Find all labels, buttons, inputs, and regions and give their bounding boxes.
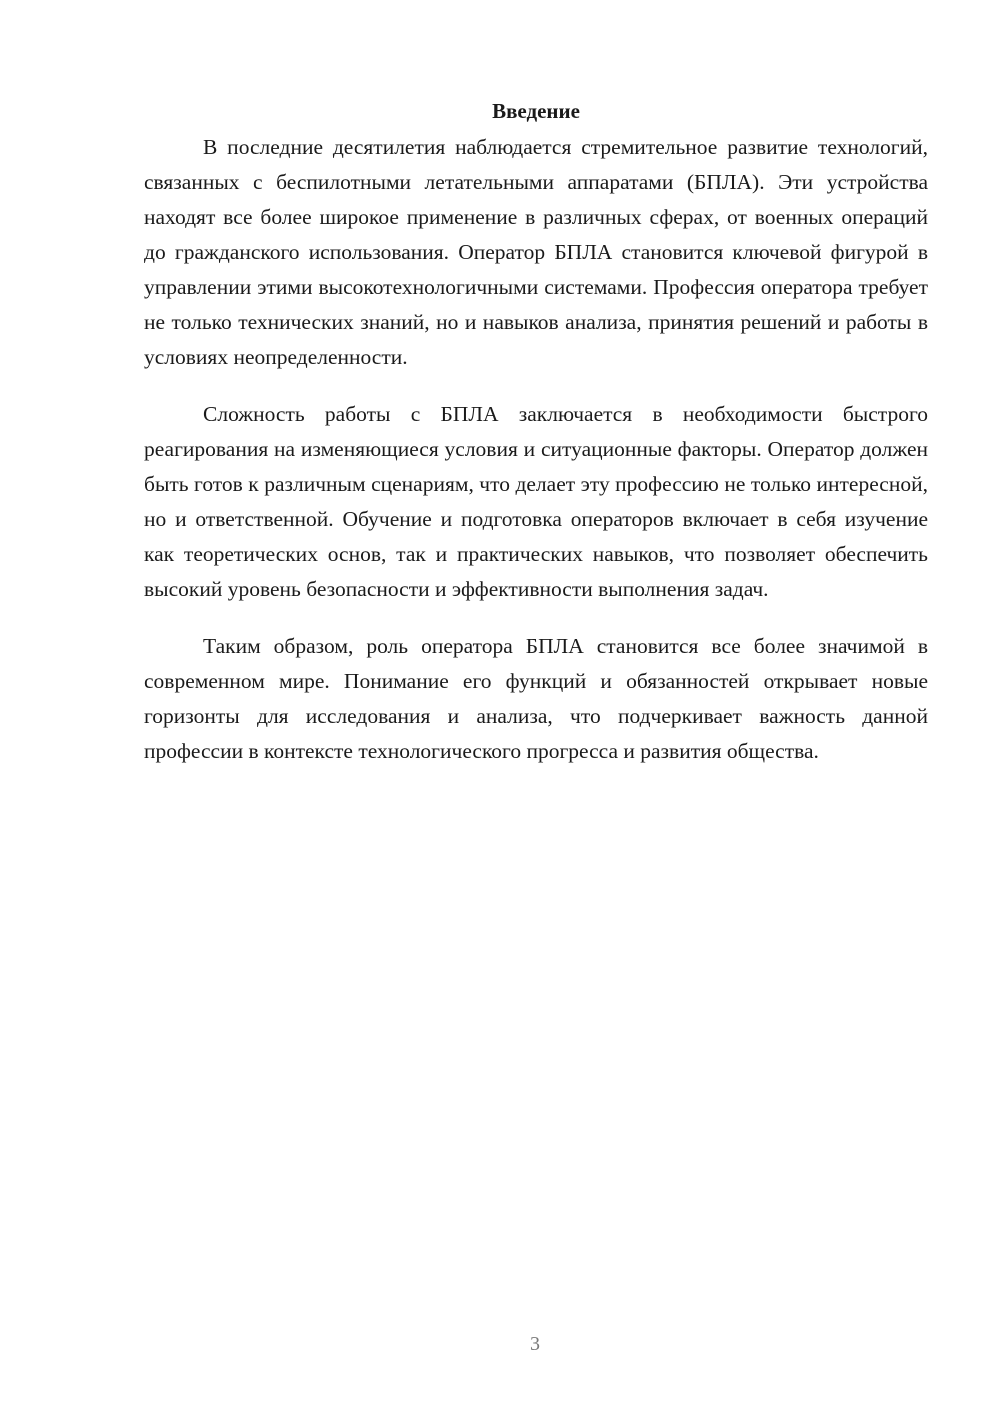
section-title: Введение — [492, 99, 580, 123]
paragraph-1: В последние десятилетия наблюдается стремительное развитие технологий, связанных с беспилотными летательными аппаратами (БПЛА). Эти устройства находят все более широкое применение в различных сферах, от военных операций до гражданского использования. Оператор БПЛА становится ключевой фигурой в управлении этими высокотехнологичными системами. Профессия оператора требует не только технических знаний, но и навыков анализа, принятия решений и работы в условиях неопределенности. — [144, 135, 928, 369]
page-content — [144, 96, 928, 791]
paragraph-3: Таким образом, роль оператора БПЛА становится все более значимой в современном мире. Понимание его функций и обязанностей открывает новые горизонты для исследования и анализа, что подчеркивает важность данной профессии в контексте технологического прогресса и развития общества. — [144, 634, 928, 763]
page-number: 3 — [530, 1333, 540, 1355]
paragraph-2: Сложность работы с БПЛА заключается в необходимости быстрого реагирования на изменяющиеся условия и ситуационные факторы. Оператор должен быть готов к различным сценариям, что делает эту профессию не только интересной, но и ответственной. Обучение и подготовка операторов включает в себя изучение как теоретических основ, так и практических навыков, что позволяет обеспечить высокий уровень безопасности и эффективности выполнения задач. — [144, 402, 928, 601]
